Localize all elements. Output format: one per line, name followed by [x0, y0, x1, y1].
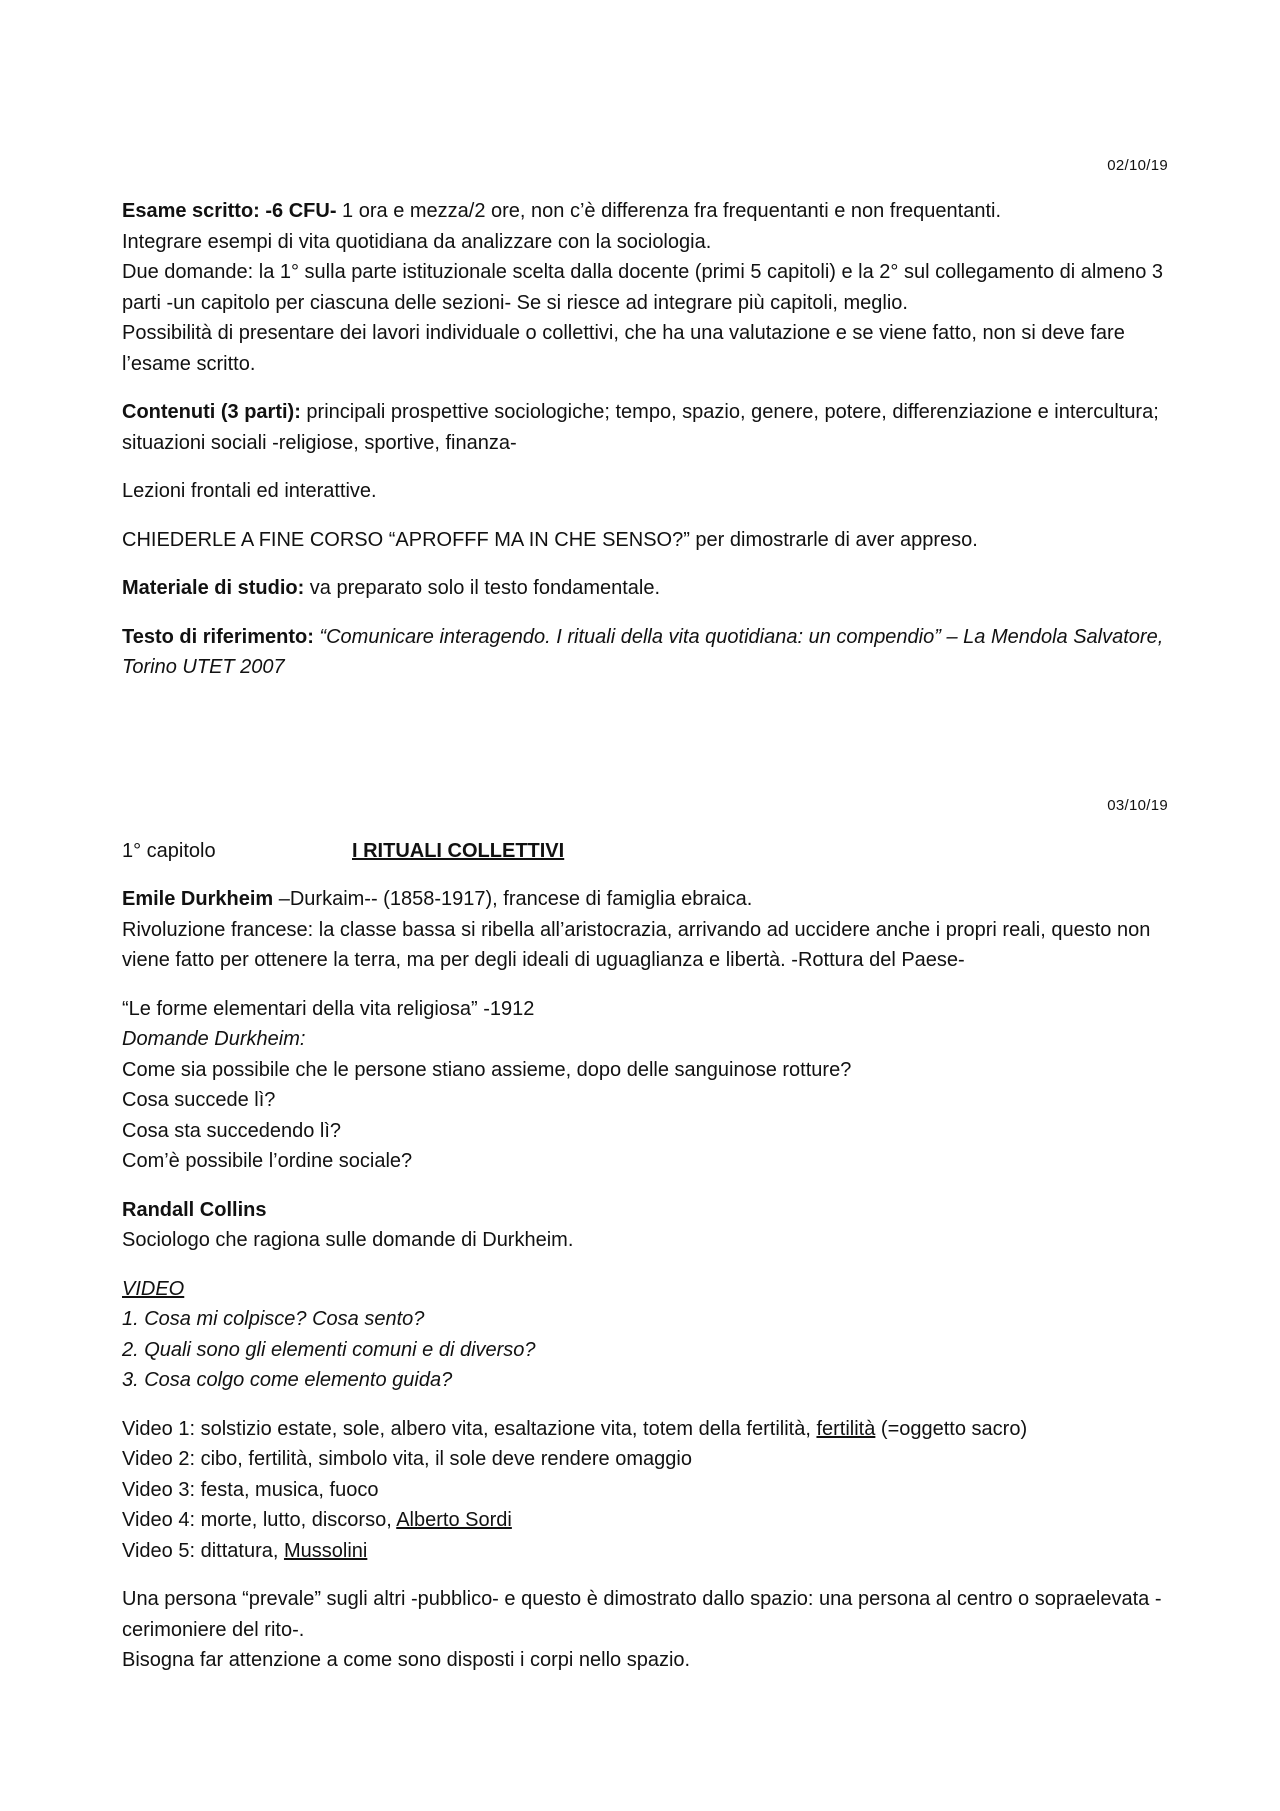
exam-text: 1 ora e mezza/2 ore, non c’è differenza fra frequentanti e non frequentanti. — [336, 200, 1002, 222]
question-item: Com’è possibile l’ordine sociale? — [122, 1150, 413, 1172]
video-2-text: Video 2: cibo, fertilità, simbolo vita, il sole deve rendere omaggio — [122, 1448, 692, 1470]
video-5-text: Video 5: dittatura, — [122, 1539, 284, 1562]
exam-label: Esame scritto: -6 CFU- — [122, 200, 337, 222]
section-course-info — [122, 196, 1172, 683]
book-title: “Le forme elementari della vita religiosa” -1912 — [122, 997, 535, 1020]
video-5-underlined: Mussolini — [283, 1539, 368, 1562]
exam-line-2: Integrare esempi di vita quotidiana da analizzare con la sociologia. — [122, 230, 712, 253]
chapter-title: I RITUALI COLLETTIVI — [352, 840, 565, 862]
durkheim-paragraph — [122, 884, 1172, 976]
contents-text: principali prospettive sociologiche; tempo, spazio, genere, potere, differenziazione e intercultura; situazioni sociali -religiose, sportive, finanza- — [122, 401, 1159, 454]
reference-text: “Comunicare interagendo. I rituali della vita quotidiana: un compendio” – La Mendola Salvatore, Torino UTET 2007 — [122, 625, 1164, 678]
persona-text: Una persona “prevale” sugli altri -pubblico- e questo è dimostrato dallo spazio: una persona al centro o sopraelevata -cerimoniere del rito-. — [122, 1588, 1162, 1641]
section-chapter-1 — [122, 836, 1172, 1676]
chapter-heading — [122, 836, 1172, 866]
revolution-text: Rivoluzione francese: la classe bassa si ribella all’aristocrazia, arrivando ad uccidere anche i propri reali, questo non viene fatto per ottenere la terra, ma per degli ideali di uguaglianza e libertà. -Rottura del Paese- — [122, 918, 1151, 971]
video-questions-paragraph — [122, 1274, 1172, 1396]
video-1-post: (=oggetto sacro) — [875, 1417, 1028, 1440]
question-item: Cosa sta succedendo lì? — [122, 1119, 342, 1142]
video-1-underlined: fertilità — [816, 1417, 876, 1440]
chapter-number: 1° capitolo — [122, 840, 216, 862]
collins-paragraph — [122, 1195, 1172, 1256]
date-stamp: 02/10/19 — [1107, 157, 1168, 174]
exam-line-3: Due domande: la 1° sulla parte istituzionale scelta dalla docente (primi 5 capitoli) e la 2° sul collegamento di almeno 3 parti -un capitolo per ciascuna delle sezioni- Se si riesce ad integrare più capitoli, meglio. — [122, 261, 1164, 314]
durkheim-text: –Durkaim-- (1858-1917), francese di famiglia ebraica. — [273, 888, 753, 910]
material-paragraph — [122, 573, 1172, 604]
collins-text: Sociologo che ragiona sulle domande di Durkheim. — [122, 1229, 574, 1251]
material-text: va preparato solo il testo fondamentale. — [304, 577, 661, 599]
reference-label: Testo di riferimento: — [122, 625, 314, 648]
questions-label: Domande Durkheim: — [122, 1028, 306, 1050]
video-4-text: Video 4: morte, lutto, discorso, — [122, 1509, 397, 1531]
bodies-text: Bisogna far attenzione a come sono disposti i corpi nello spazio. — [122, 1649, 691, 1671]
ask-paragraph: CHIEDERLE A FINE CORSO “APROFFF MA IN CHE SENSO?” per dimostrarle di aver appreso. — [122, 528, 978, 551]
durkheim-name: Emile Durkheim — [122, 888, 274, 910]
video-1-text: Video 1: solstizio estate, sole, albero vita, esaltazione vita, totem della fertilità, — [122, 1417, 817, 1440]
video-4-underlined: Alberto Sordi — [396, 1509, 512, 1531]
material-label: Materiale di studio: — [122, 577, 305, 599]
video-question: 3. Cosa colgo come elemento guida? — [122, 1369, 453, 1391]
questions-paragraph — [122, 994, 1172, 1177]
persona-paragraph — [122, 1584, 1172, 1676]
exam-paragraph — [122, 196, 1172, 379]
date-stamp: 03/10/19 — [1107, 797, 1168, 814]
contents-paragraph — [122, 397, 1172, 458]
question-item: Cosa succede lì? — [122, 1089, 276, 1111]
reference-paragraph — [122, 622, 1172, 683]
videos-list — [122, 1414, 1172, 1567]
video-3-text: Video 3: festa, musica, fuoco — [122, 1478, 379, 1501]
collins-name: Randall Collins — [122, 1198, 267, 1221]
video-label: VIDEO — [122, 1277, 185, 1300]
video-question: 1. Cosa mi colpisce? Cosa sento? — [122, 1308, 425, 1330]
video-question: 2. Quali sono gli elementi comuni e di diverso? — [122, 1338, 536, 1361]
exam-line-4: Possibilità di presentare dei lavori individuale o collettivi, che ha una valutazione e se viene fatto, non si deve fare l’esame scritto. — [122, 322, 1125, 375]
contents-label: Contenuti (3 parti): — [122, 401, 301, 423]
question-item: Come sia possibile che le persone stiano assieme, dopo delle sanguinose rotture? — [122, 1058, 852, 1081]
lessons-paragraph: Lezioni frontali ed interattive. — [122, 480, 377, 502]
